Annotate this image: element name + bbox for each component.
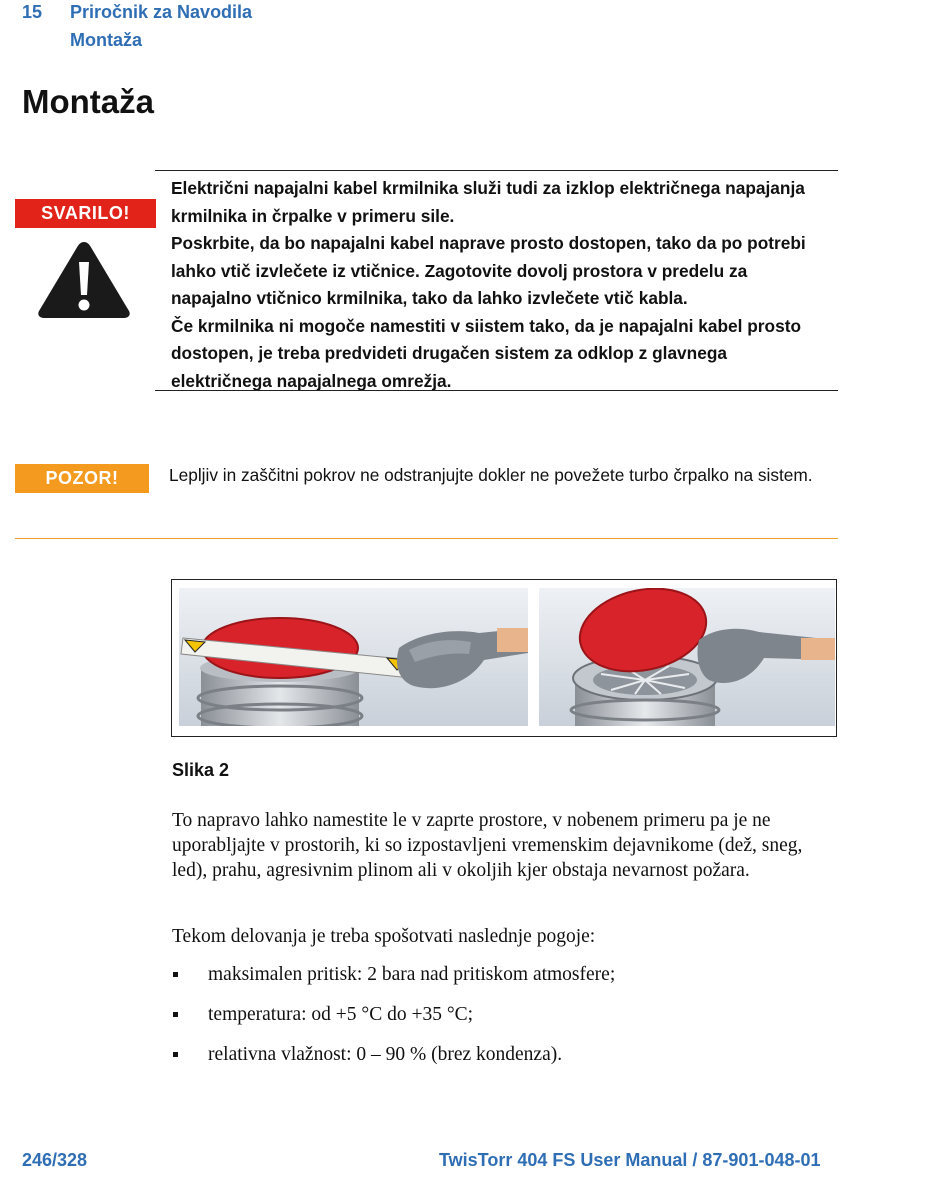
manual-title: Priročnik za Navodila: [70, 2, 253, 22]
list-item-text: temperatura: od +5 °C do +35 °C;: [208, 1004, 474, 1025]
bullet-icon: [173, 972, 178, 977]
figure-image-lid-lifted: [539, 588, 835, 726]
caution-rule: [15, 538, 838, 539]
chapter-number: 15: [22, 2, 43, 22]
warning-badge: SVARILO!: [15, 199, 156, 228]
warning-top-rule: [155, 170, 838, 171]
bullet-icon: [173, 1052, 178, 1057]
body-paragraph: Tekom delovanja je treba spošotvati naslednje pogoje:: [172, 926, 596, 947]
conditions-list: [172, 962, 837, 1082]
warning-text: [171, 175, 831, 395]
list-item: [172, 1042, 837, 1082]
warning-triangle-icon: [36, 238, 132, 320]
caution-text: Lepljiv in zaščitni pokrov ne odstranjujte dokler ne povežete turbo črpalko na sistem.: [169, 465, 813, 485]
list-item-text: maksimalen pritisk: 2 bara nad pritiskom atmosfere;: [208, 964, 616, 985]
warning-bottom-rule: [155, 390, 838, 391]
body-paragraph: To napravo lahko namestite le v zaprte prostore, v nobenem primeru pa je ne uporabljajte v prostorih, ki so izpostavljeni vremenskim dejavnikome (dež, sneg, led), prahu, agresivnim plinom ali v okoljih kjer obstaja nevarnost požara.: [172, 810, 803, 881]
manual-reference: TwisTorr 404 FS User Manual / 87-901-048-01: [439, 1150, 821, 1170]
page-title: Montaža: [22, 83, 154, 120]
figure-image-lid-removal: [179, 588, 528, 726]
warning-paragraph: Če krmilnika ni mogoče namestiti v siistem tako, da je napajalni kabel prosto dostopen, je treba predvideti drugačen sistem za odklop z glavnega električnega napajalnega omrežja.: [171, 315, 802, 391]
section-title: Montaža: [70, 30, 142, 50]
list-item: [172, 962, 837, 1002]
list-item: [172, 1002, 837, 1042]
warning-paragraph: Električni napajalni kabel krmilnika služi tudi za izklop električnega napajanja krmilnika in črpalke v primeru sile.: [171, 178, 805, 226]
page-number: 246/328: [22, 1150, 88, 1170]
list-item-text: relativna vlažnost: 0 – 90 % (brez kondenza).: [208, 1044, 563, 1065]
figure-caption: Slika 2: [172, 760, 230, 780]
caution-badge: POZOR!: [15, 464, 149, 493]
bullet-icon: [173, 1012, 178, 1017]
warning-paragraph: Poskrbite, da bo napajalni kabel naprave prosto dostopen, tako da po potrebi lahko vtič izvlečete iz vtičnice. Zagotovite dovolj prostora v predelu za napajalno vtičnico krmilnika, tako da lahko izvlečete vtič kabla.: [171, 233, 806, 308]
